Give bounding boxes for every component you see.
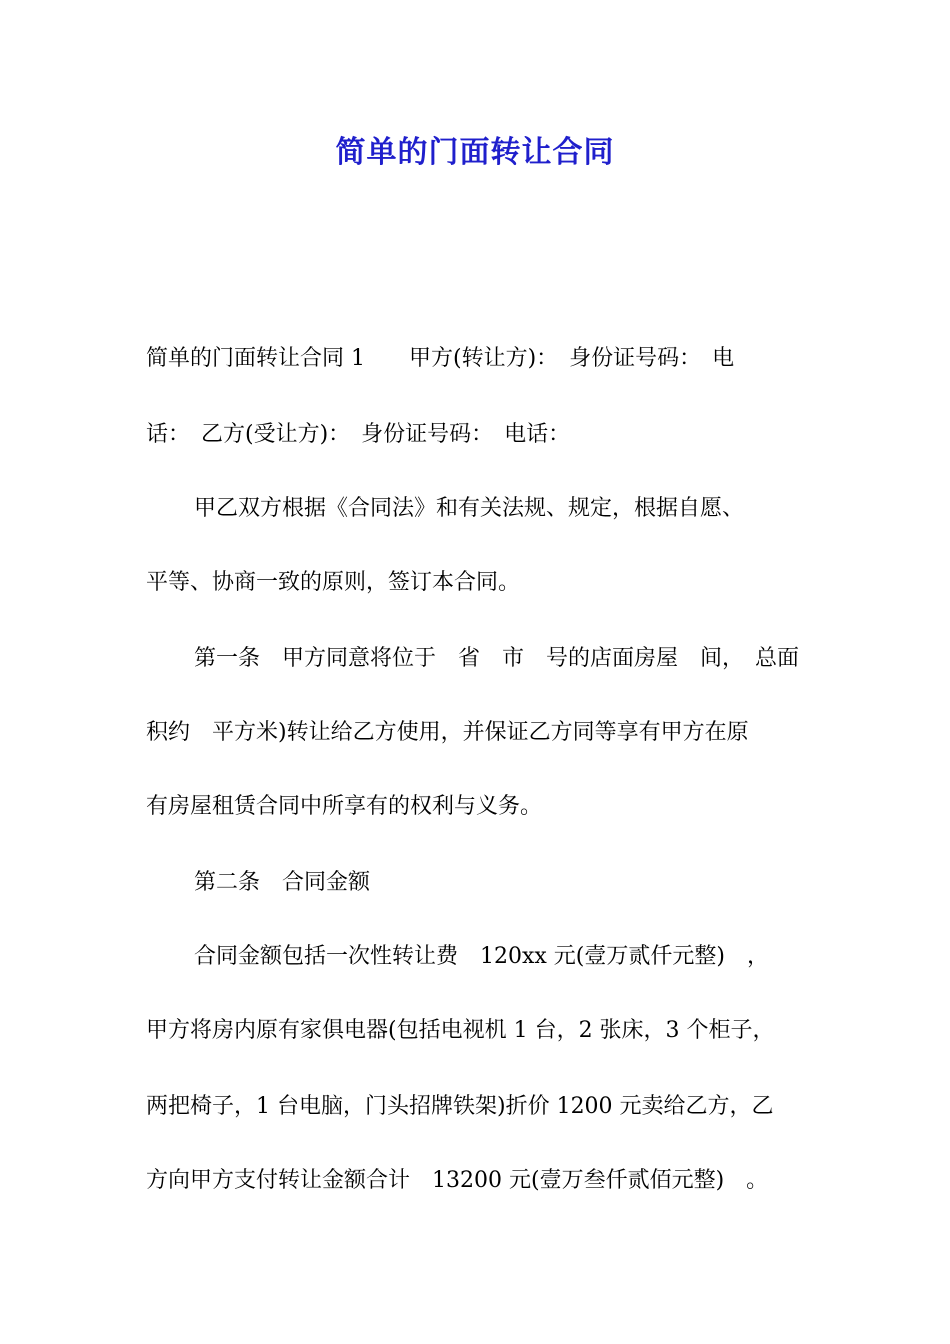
document-title: 简单的门面转让合同 <box>335 135 615 170</box>
text-line: 方向甲方支付转让金额合计 13200 元(壹万叁仟贰佰元整) 。 <box>146 1168 769 1193</box>
text-line: 甲方将房内原有家俱电器(包括电视机 1 台，2 张床，3 个柜子， <box>146 1018 775 1043</box>
paragraph-line: 甲乙双方根据《合同法》和有关法规、规定，根据自愿、 <box>194 496 745 521</box>
text-line: 积约 平方米)转让给乙方使用，并保证乙方同等享有甲方在原 <box>146 720 749 745</box>
text-line: 有房屋租赁合同中所享有的权利与义务。 <box>146 794 543 819</box>
section-heading: 第二条 合同金额 <box>194 870 371 895</box>
text-line: 平等、协商一致的原则，签订本合同。 <box>146 570 521 595</box>
paragraph-line: 第一条 甲方同意将位于 省 市 号的店面房屋 间， 总面 <box>194 646 800 671</box>
text-line: 两把椅子，1 台电脑，门头招牌铁架)折价 1200 元卖给乙方，乙 <box>146 1094 774 1119</box>
paragraph-line: 合同金额包括一次性转让费 120xx 元(壹万贰仟元整) ， <box>194 944 769 969</box>
text-line: 简单的门面转让合同 1 甲方(转让方)： 身份证号码： 电 <box>146 346 735 371</box>
text-line: 话： 乙方(受让方)： 身份证号码： 电话： <box>146 422 571 447</box>
